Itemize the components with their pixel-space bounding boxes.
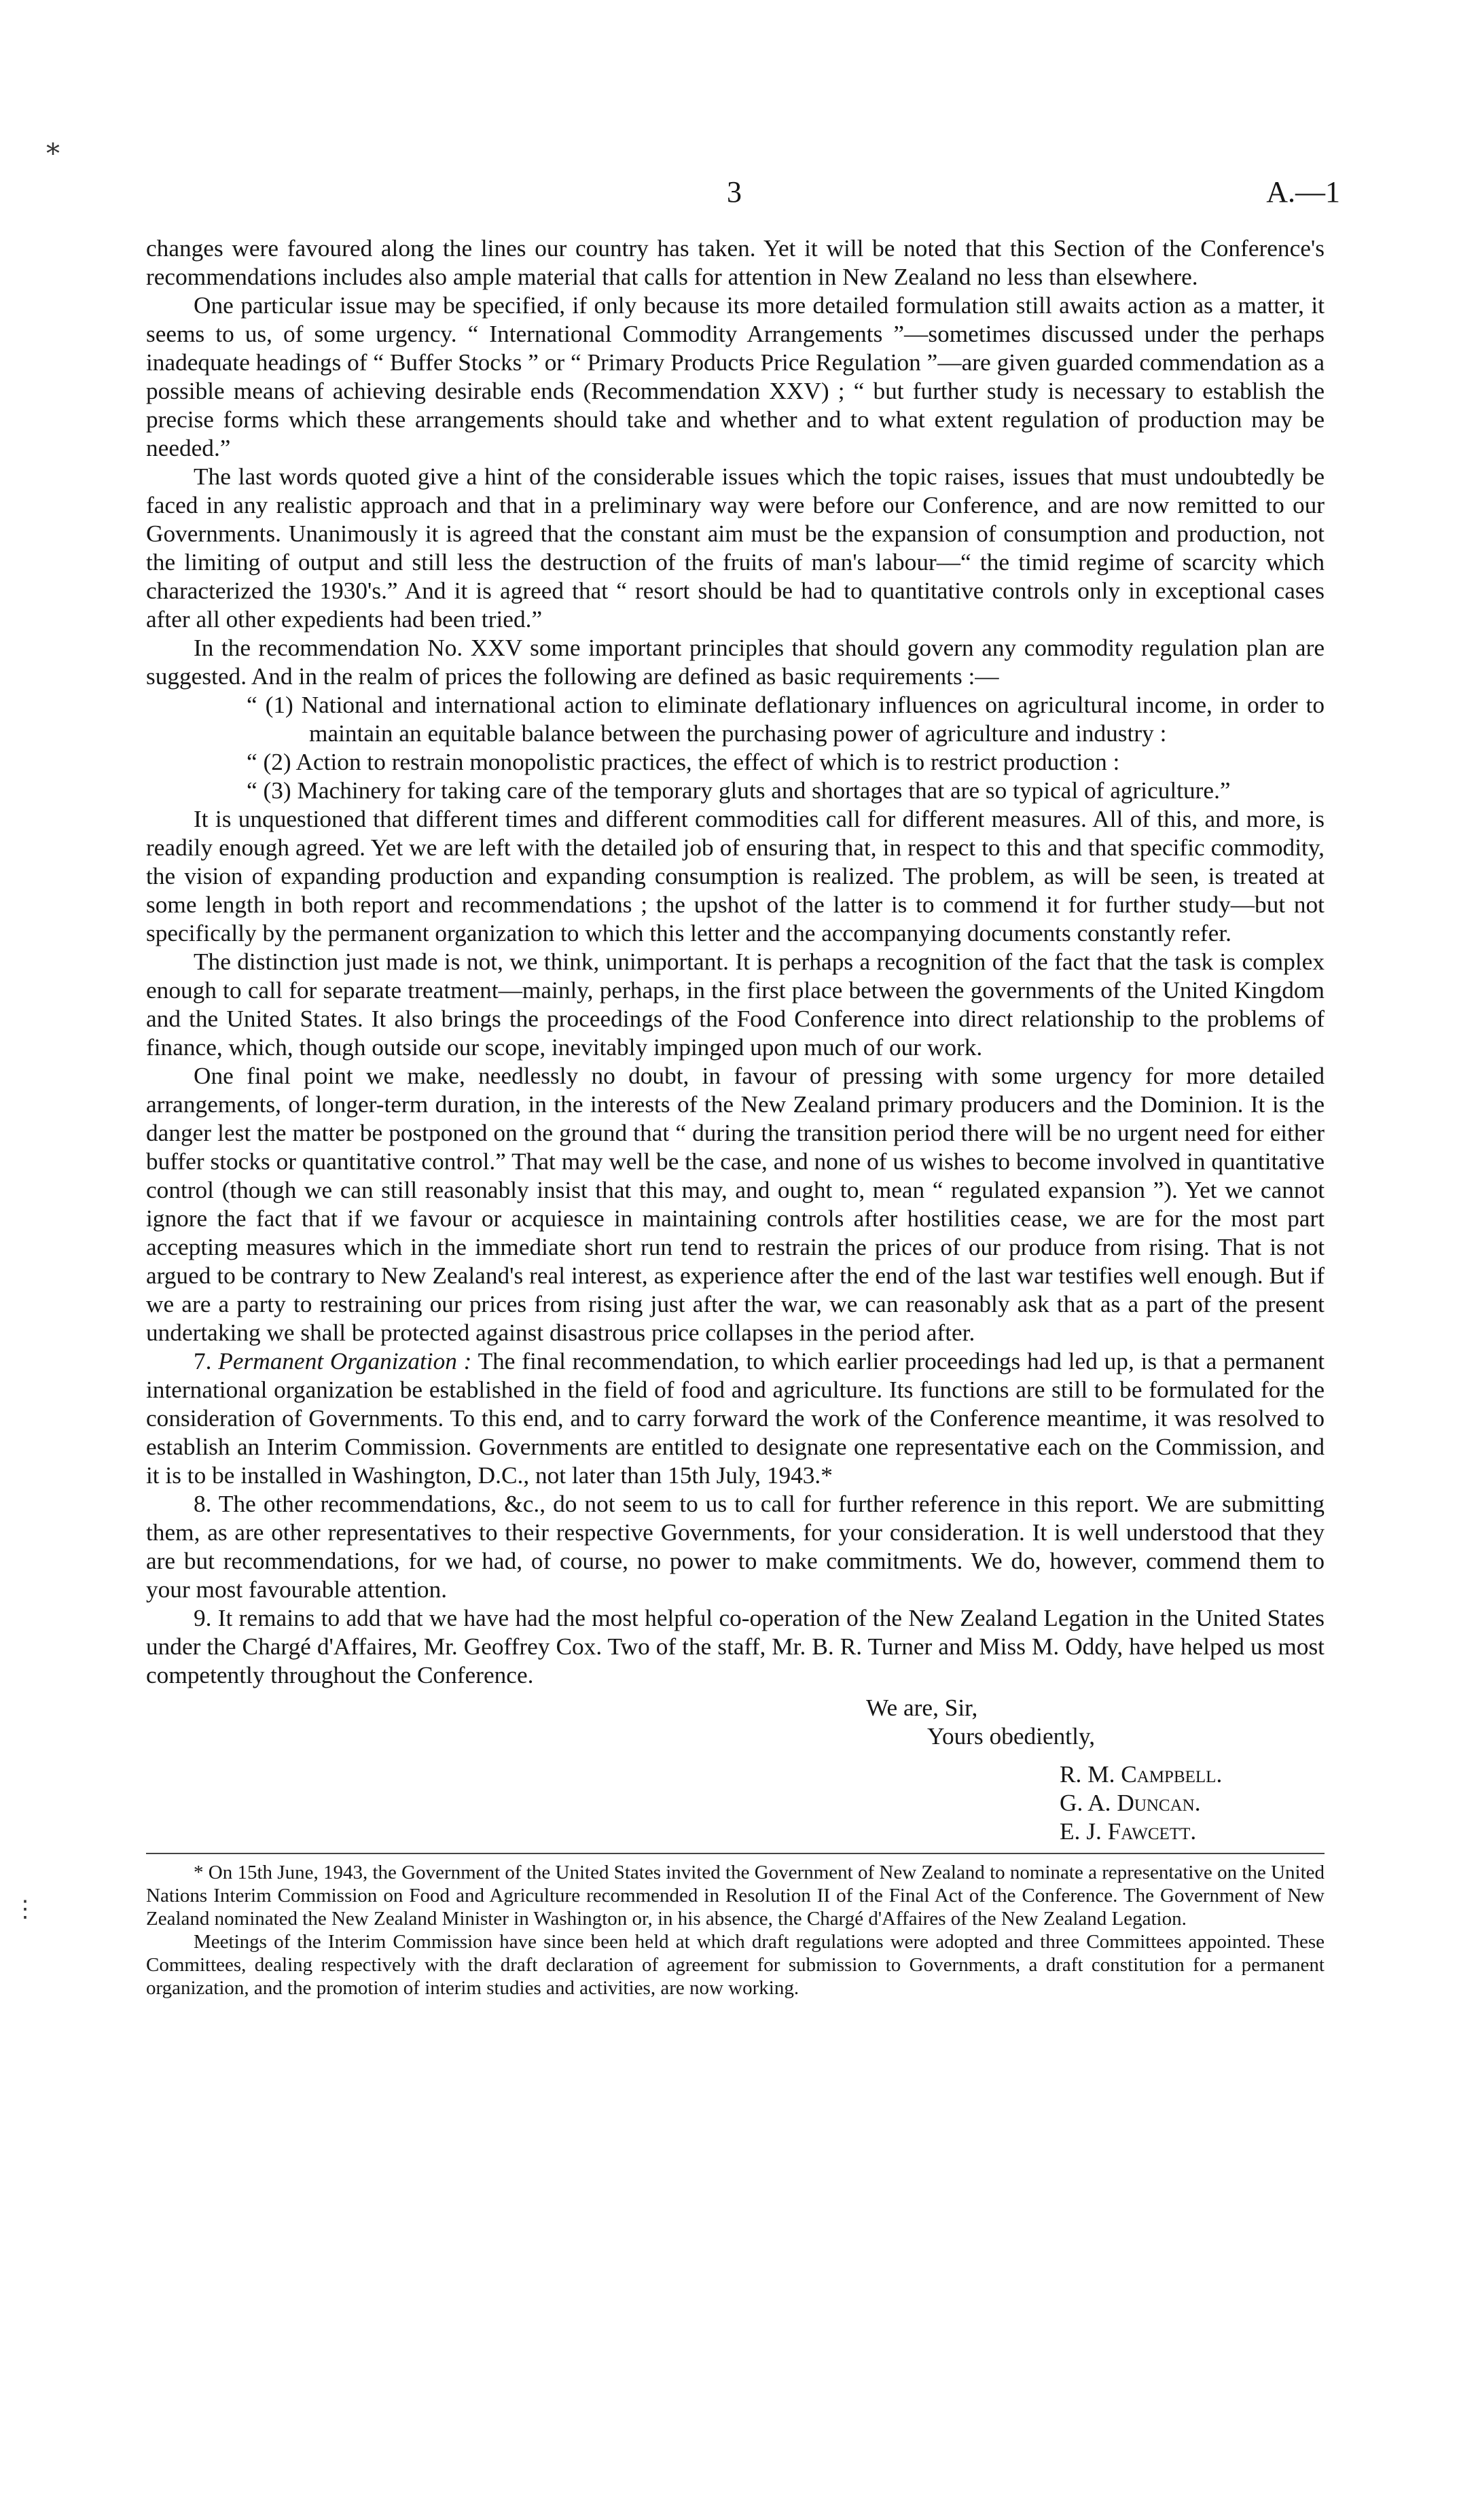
- section-number: 7.: [194, 1348, 212, 1374]
- section-8: 8. The other recommendations, &c., do not seem to us to call for further reference in this report. We are submitting them, as are other representatives to their respective Governments, for your consideration. It is well understood that they are but recommendations, for we had, of course, no power to make commitments. We do, however, commend them to your most favourable attention.: [146, 1491, 1325, 1603]
- signatures: [146, 1760, 1325, 1846]
- page-reference: A.—1: [1266, 175, 1340, 209]
- paragraph: changes were favoured along the lines our country has taken. Yet it will be noted that this Section of the Conference's recommendations includes also ample material that calls for attention in New Zealand no less than elsewhere.: [146, 235, 1325, 290]
- quoted-requirement: “ (1) National and international action to eliminate deflationary influences on agricultural income, in order to maintain an equitable balance between the purchasing power of agriculture and industry :: [247, 692, 1325, 747]
- signature-name: G. A. Duncan.: [1060, 1790, 1201, 1816]
- signature-name: E. J. Fawcett.: [1060, 1818, 1197, 1845]
- closing: [146, 1694, 1325, 1751]
- section-7: [146, 1347, 1325, 1490]
- quoted-requirement: “ (2) Action to restrain monopolistic practices, the effect of which is to restrict production :: [247, 749, 1120, 775]
- footnote: Meetings of the Interim Commission have since been held at which draft regulations were adopted and three Committees appointed. These Committees, dealing respectively with the draft declaration of agreement for submission to Governments, a draft constitution for a permanent organization, and the promotion of interim studies and activities, are now working.: [146, 1931, 1325, 1999]
- section-text: The final recommendation, to which earlier proceedings had led up, is that a permanent international organization be established in the field of food and agriculture. Its functions are still to be formulated for the consideration of Governments. To this end, and to carry forward the work of the Conference meantime, it was resolved to establish an Interim Commission. Governments are entitled to designate one representative each on the Commission, and it is to be installed in Washington, D.C., not later than 15th July, 1943.*: [146, 1348, 1325, 1489]
- section-9: 9. It remains to add that we have had the most helpful co-operation of the New Zealand Legation in the United States under the Chargé d'Affaires, Mr. Geoffrey Cox. Two of the staff, Mr. B. R. Turner and Miss M. Oddy, have helped us most competently throughout the Conference.: [146, 1605, 1325, 1688]
- closing-salutation: We are, Sir,: [866, 1694, 978, 1721]
- section-heading: Permanent Organization :: [218, 1348, 472, 1374]
- paragraph: In the recommendation No. XXV some important principles that should govern any commodity regulation plan are suggested. And in the realm of prices the following are defined as basic requirements :—: [146, 635, 1325, 690]
- footnote-rule: [146, 1853, 1325, 1854]
- paragraph: One particular issue may be specified, if only because its more detailed formulation still awaits action as a matter, it seems to us, of some urgency. “ International Commodity Arrangements ”—sometimes discussed under the perhaps inadequate headings of “ Buffer Stocks ” or “ Primary Products Price Regulation ”—are given guarded commendation as a possible means of achieving desirable ends (Recommendation XXV) ; “ but further study is necessary to establish the precise forms which these arrangements should take and whether and to what extent regulation of production may be needed.”: [146, 292, 1325, 461]
- scan-mark-top: ⁎: [46, 130, 60, 160]
- paragraph: It is unquestioned that different times and different commodities call for different measures. All of this, and more, is readily enough agreed. Yet we are left with the detailed job of ensuring that, in respect to this and that specific commodity, the vision of expanding production and expanding consumption is realized. The problem, as will be seen, is treated at some length in both report and recommendations ; the upshot of the latter is to commend it for further study—but not specifically by the permanent organization to which this letter and the accompanying documents constantly refer.: [146, 806, 1325, 946]
- footnotes: [146, 1853, 1325, 2000]
- paragraph: The last words quoted give a hint of the considerable issues which the topic raises, issues that must undoubtedly be faced in any realistic approach and that in a preliminary way were before our Conference, and are now remitted to our Governments. Unanimously it is agreed that the constant aim must be the expansion of consumption and production, not the limiting of output and still less the destruction of the fruits of man's labour—“ the timid regime of scarcity which characterized the 1930's.” And it is agreed that “ resort should be had to quantitative controls only in exceptional cases after all other expedients had been tried.”: [146, 463, 1325, 633]
- paragraph: The distinction just made is not, we think, unimportant. It is perhaps a recognition of the fact that the task is complex enough to call for separate treatment—mainly, perhaps, in the first place between the governments of the United Kingdom and the United States. It also brings the proceedings of the Food Conference into direct relationship to the problems of finance, which, though outside our scope, inevitably impinged upon much of our work.: [146, 948, 1325, 1061]
- letter-body: [146, 234, 1325, 2000]
- page-number: 3: [727, 175, 742, 209]
- scan-mark-side: ⋮: [14, 1897, 37, 1922]
- paragraph: One final point we make, needlessly no doubt, in favour of pressing with some urgency for more detailed arrangements, of longer-term duration, in the interests of the New Zealand primary producers and the Dominion. It is the danger lest the matter be postponed on the ground that “ during the transition period there will be no urgent need for either buffer stocks or quantitative control.” That may well be the case, and none of us wishes to become involved in quantitative control (though we can still reasonably insist that this may, and ought to, mean “ regulated expansion ”). Yet we cannot ignore the fact that if we favour or acquiesce in maintaining controls after hostilities cease, we are for the most part accepting measures which in the immediate short run tend to restrain the prices of our produce from rising. That is not argued to be contrary to New Zealand's real interest, as experience after the end of the last war testifies well enough. But if we are a party to restraining our prices from rising just after the war, we can reasonably ask that as a part of the present undertaking we shall be protected against disastrous price collapses in the period after.: [146, 1063, 1325, 1346]
- footnote: * On 15th June, 1943, the Government of the United States invited the Government of New Zealand to nominate a representative on the United Nations Interim Commission on Food and Agriculture recommended in Resolution II of the Final Act of the Conference. The Government of New Zealand nominated the New Zealand Minister in Washington or, in his absence, the Chargé d'Affaires of the New Zealand Legation.: [146, 1862, 1325, 1930]
- signature-name: R. M. Campbell.: [1060, 1761, 1223, 1788]
- quoted-requirement: “ (3) Machinery for taking care of the temporary gluts and shortages that are so typical of agriculture.”: [247, 777, 1231, 804]
- closing-valediction: Yours obediently,: [927, 1723, 1096, 1750]
